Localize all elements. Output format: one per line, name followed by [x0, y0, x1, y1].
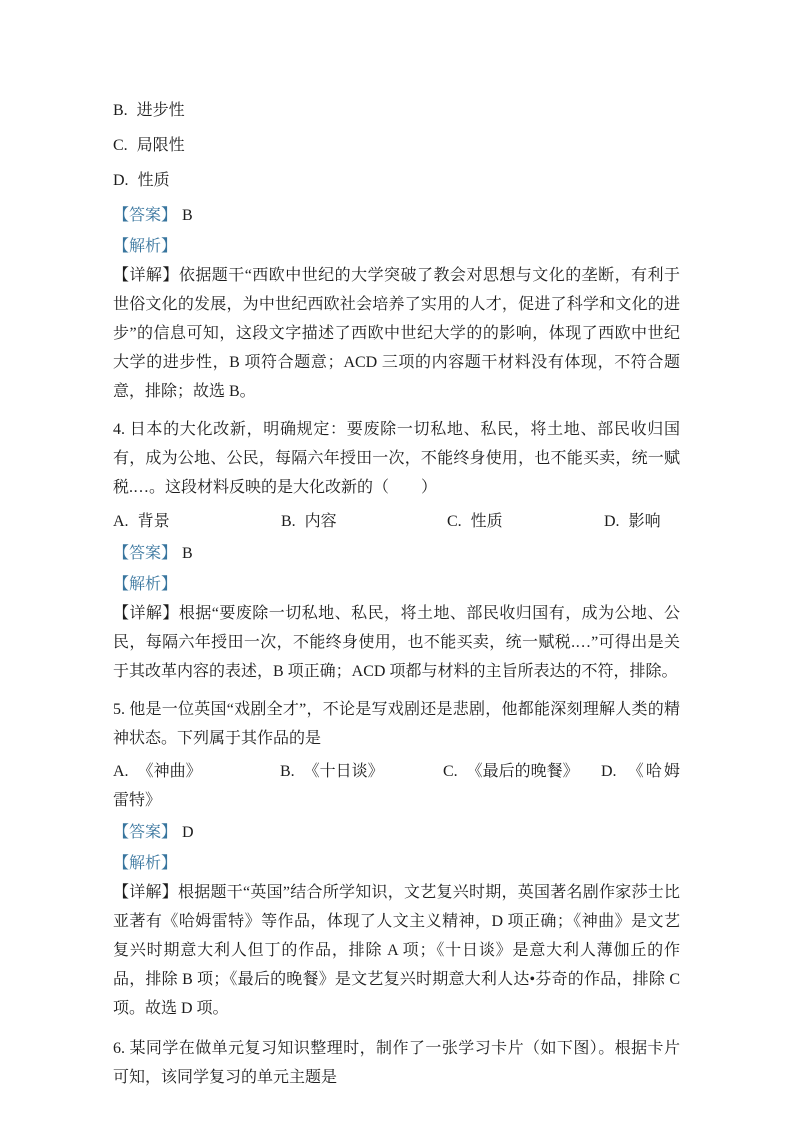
q3-option-d-label: D.: [113, 172, 129, 189]
q3-option-b-label: B.: [113, 102, 128, 119]
q5-option-d-text: 《哈姆雷特》: [113, 763, 680, 809]
q5-answer-value: D: [182, 824, 194, 841]
q5-option-a: [113, 757, 280, 786]
q3-option-b-text: 进步性: [136, 102, 185, 119]
q3-option-c: [113, 131, 680, 160]
q4-option-b: [281, 507, 447, 536]
q4-option-d: [604, 513, 661, 530]
q5-options-row: [113, 757, 680, 815]
q3-detail-paragraph: 【详解】依据题干“西欧中世纪的大学突破了教会对思想与文化的垄断，有利于世俗文化的发展，为中世纪西欧社会培养了实用的人才，促进了科学和文化的进步”的信息可知，这段文字描述了西欧中世纪大学的的影响，体现了西欧中世纪大学的进步性，B 项符合题意；ACD 三项的内容题干材料没有体现，不符合题意，排除；故选 B。: [113, 267, 680, 400]
q6-stem: 6. 某同学在做单元复习知识整理时，制作了一张学习卡片（如下图）。根据卡片可知，该同学复习的单元主题是: [113, 1040, 680, 1086]
q5-answer-label: 【答案】: [113, 824, 178, 841]
q4-option-c-text: 性质: [470, 513, 503, 530]
q3-answer-line: [113, 201, 680, 230]
q4-analysis-label: 【解析】: [113, 576, 178, 593]
q5-analysis-line: [113, 849, 680, 878]
q4-option-a: [113, 507, 281, 536]
q3-option-d-text: 性质: [137, 172, 170, 189]
q4-answer-value: B: [182, 545, 193, 562]
q4-options-row: [113, 507, 680, 536]
q4-option-a-text: 背景: [137, 513, 170, 530]
q3-analysis-line: [113, 232, 680, 261]
q4-option-b-text: 内容: [304, 513, 337, 530]
q5-option-b-label: B.: [280, 763, 295, 780]
q4-option-c: [447, 507, 604, 536]
q5-option-b-text: 《十日谈》: [303, 763, 384, 780]
q3-analysis-label: 【解析】: [113, 238, 178, 255]
q5-stem: 5. 他是一位英国“戏剧全才”，不论是写戏剧还是悲剧，他都能深刻理解人类的精神状态。下列属于其作品的是: [113, 701, 680, 747]
q3-answer-label: 【答案】: [113, 207, 178, 224]
q4-option-a-label: A.: [113, 513, 129, 530]
q4-option-c-label: C.: [447, 513, 462, 530]
q5-answer-line: [113, 818, 680, 847]
q5-option-b: [280, 757, 443, 786]
q3-option-b: [113, 96, 680, 125]
q5-option-c-label: C.: [443, 763, 458, 780]
q5-option-a-label: A.: [113, 763, 129, 780]
q3-option-c-text: 局限性: [136, 137, 185, 154]
q5-option-c: [443, 757, 601, 786]
q4-answer-label: 【答案】: [113, 545, 178, 562]
q4-answer-line: [113, 539, 680, 568]
q5-option-c-text: 《最后的晚餐》: [466, 763, 579, 780]
q3-option-d: [113, 166, 680, 195]
q5-option-a-text: 《神曲》: [137, 763, 202, 780]
q4-option-b-label: B.: [281, 513, 296, 530]
q5-detail-paragraph: 【详解】根据题干“英国”结合所学知识，文艺复兴时期，英国著名剧作家莎士比亚著有《哈姆雷特》等作品，体现了人文主义精神，D 项正确；《神曲》是文艺复兴时期意大利人但丁的作品，排除 A 项；《十日谈》是意大利人薄伽丘的作品，排除 B 项；《最后的晚餐》是文艺复兴时期意大利人达•芬奇的作品，排除 C 项。故选 D 项。: [113, 884, 680, 1017]
q4-stem: 4. 日本的大化改新，明确规定：要废除一切私地、私民，将土地、部民收归国有，成为公地、公民，每隔六年授田一次，不能终身使用，也不能买卖，统一赋税.…。这段材料反映的是大化改新的（ ）: [113, 421, 680, 496]
q4-detail-paragraph: 【详解】根据“要废除一切私地、私民，将土地、部民收归国有，成为公地、公民，每隔六年授田一次，不能终身使用，也不能买卖，统一赋税.…”可得出是关于其改革内容的表述，B 项正确；ACD 项都与材料的主旨所表达的不符，排除。: [113, 605, 680, 680]
q3-option-c-label: C.: [113, 137, 128, 154]
q3-answer-value: B: [182, 207, 193, 224]
q4-option-d-text: 影响: [628, 513, 661, 530]
q4-option-d-label: D.: [604, 513, 620, 530]
q4-analysis-line: [113, 570, 680, 599]
q5-option-d-label: D.: [601, 763, 617, 780]
q5-analysis-label: 【解析】: [113, 855, 178, 872]
